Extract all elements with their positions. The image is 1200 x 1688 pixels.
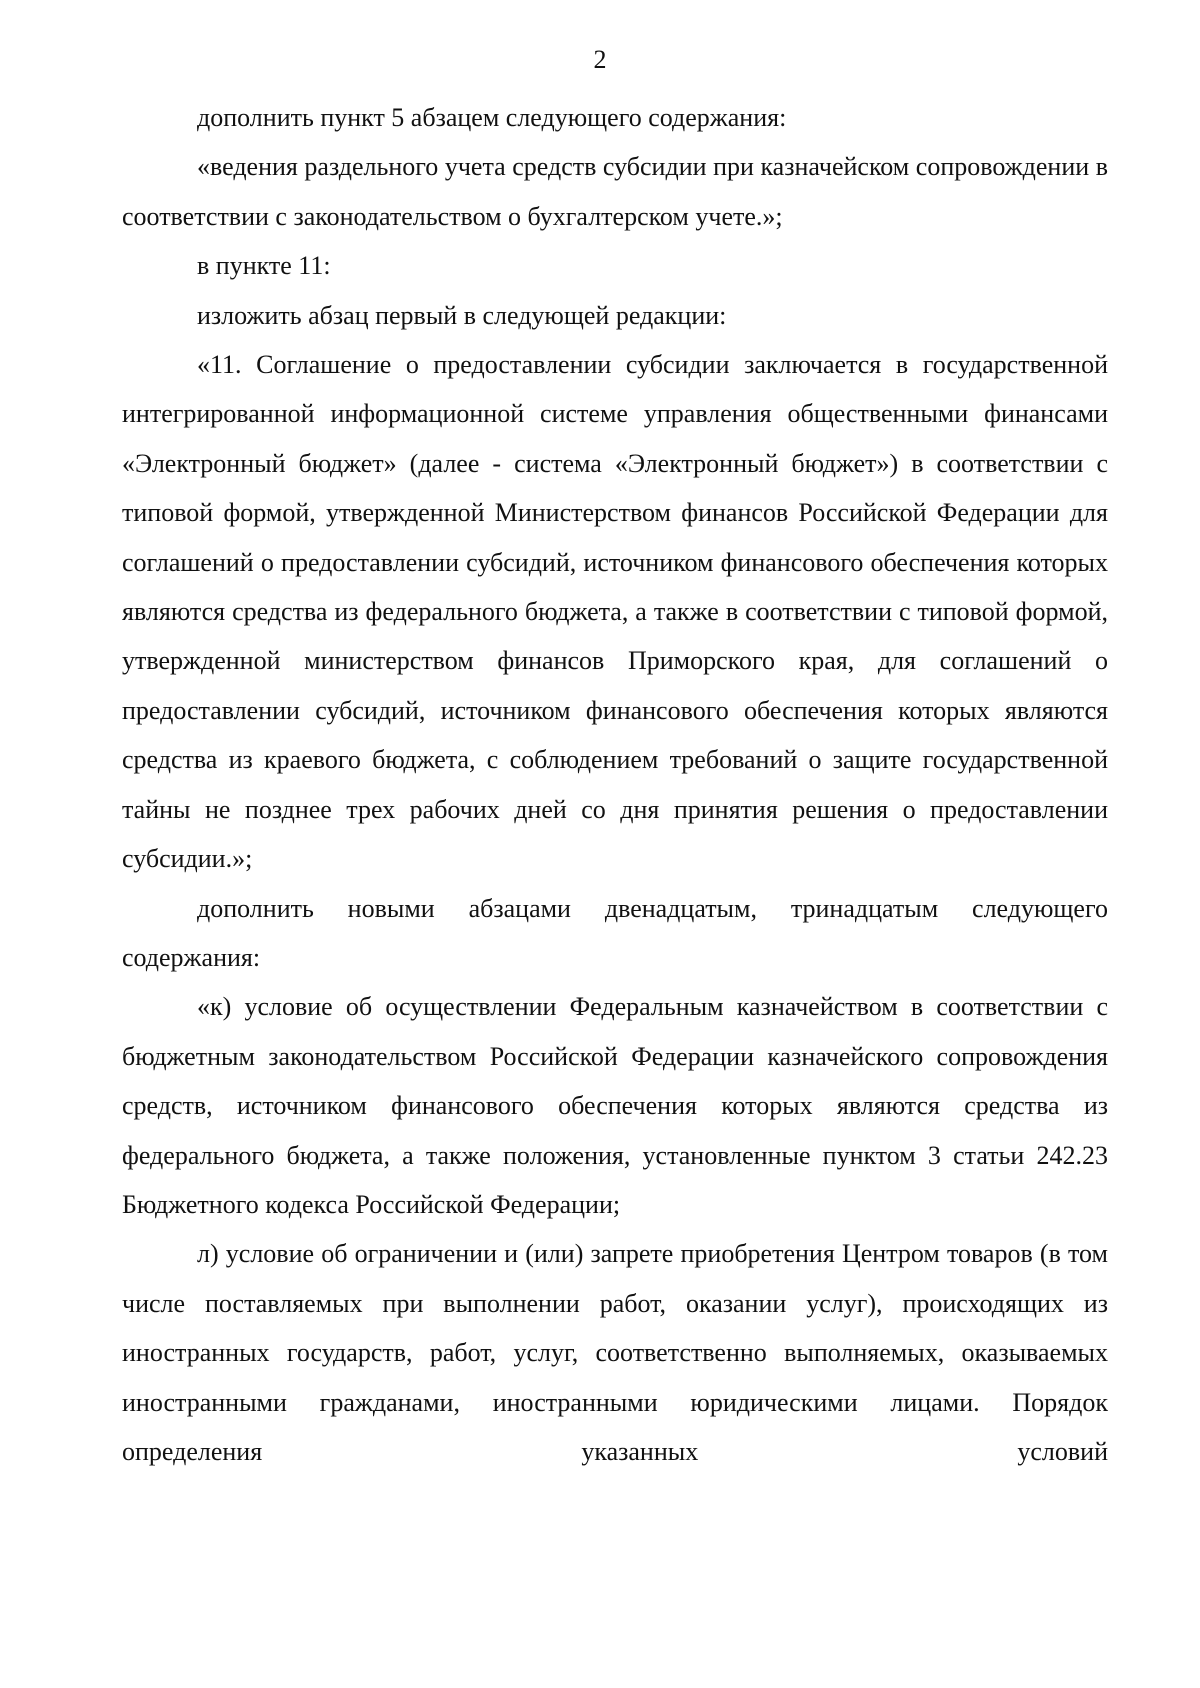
paragraph-item-k: «к) условие об осуществлении Федеральным казначейством в соответствии с бюджетным законодательством Российской Федерации казначейского сопровождения средств, источником финансового обеспечения которых являются средства из федерального бюджета, а также положения, установленные пунктом 3 статьи 242.23 Бюджетного кодекса Российской Федерации; — [122, 992, 1108, 1219]
document-body — [122, 93, 1108, 1476]
paragraph-point-11-text: «11. Соглашение о предоставлении субсидии заключается в государственной интегрированной информационной системе управления общественными финансами «Электронный бюджет» (далее - система «Электронный бюджет») в соответствии с типовой формой, утвержденной Министерством финансов Российской Федерации для соглашений о предоставлении субсидий, источником финансового обеспечения которых являются средства из федерального бюджета, а также в соответствии с типовой формой, утвержденной министерством финансов Приморского края, для соглашений о предоставлении субсидий, источником финансового обеспечения которых являются средства из краевого бюджета, с соблюдением требований о защите государственной тайны не позднее трех рабочих дней со дня принятия решения о предоставлении субсидии.»; — [122, 350, 1108, 874]
paragraph-restate-first-abzac: изложить абзац первый в следующей редакции: — [197, 300, 727, 330]
paragraph-amend-point-5: дополнить пункт 5 абзацем следующего содержания: — [197, 103, 787, 132]
page-number: 2 — [593, 45, 607, 74]
paragraph-quoted-accounting: «ведения раздельного учета средств субсидии при казначейском сопровождении в соответствии с законодательством о бухгалтерском учете.»; — [122, 152, 1108, 231]
paragraph-add-new-abzacs: дополнить новыми абзацами двенадцатым, тринадцатым следующего содержания: — [122, 893, 1108, 972]
paragraph-point-11-heading: в пункте 11: — [197, 251, 331, 281]
paragraph-item-l: л) условие об ограничении и (или) запрете приобретения Центром товаров (в том числе поставляемых при выполнении работ, оказании услуг), происходящих из иностранных государств, работ, услуг, соответственно выполняемых, оказываемых иностранными гражданами, иностранными юридическими лицами. Порядок определения указанных условий — [122, 1239, 1108, 1466]
